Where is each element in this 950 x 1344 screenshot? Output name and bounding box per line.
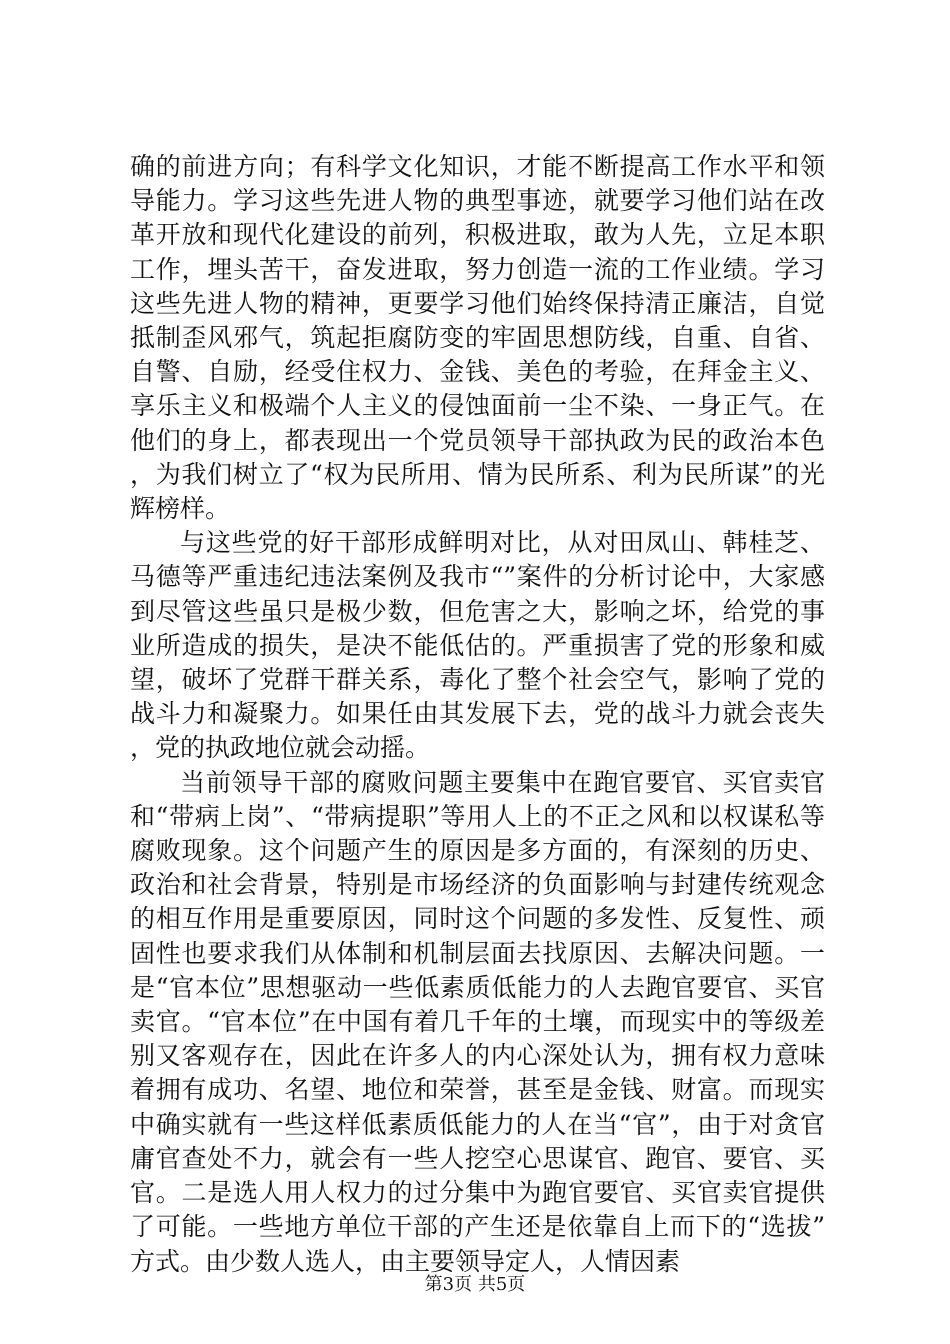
page-number-footer: 第3页 共5页 — [424, 1274, 526, 1295]
paragraph-continued: 确的前进方向；有科学文化知识，才能不断提高工作水平和领导能力。学习这些先进人物的典型事迹，就要学习他们站在改革开放和现代化建设的前列，积极进取，敢为人先，立足本职工作，埋头苦干，奋发进取，努力创造一流的工作业绩。学习这些先进人物的精神，更要学习他们始终保持清正廉洁，自觉抵制歪风邪气，筑起拒腐防变的牢固思想防线，自重、自省、自警、自励，经受住权力、金钱、美色的考验，在拜金主义、享乐主义和极端个人主义的侵蚀面前一尘不染、一身正气。在他们的身上，都表现出一个党员领导干部执政为民的政治本色，为我们树立了“权为民所用、情为民所系、利为民所谋”的光辉榜样。 — [130, 152, 825, 524]
paragraph-contrast: 与这些党的好干部形成鲜明对比，从对田凤山、韩桂芝、马德等严重违纪违法案例及我市“”案件的分析讨论中，大家感到尽管这些虽只是极少数，但危害之大，影响之坏，给党的事业所造成的损失，是决不能低估的。严重损害了党的形象和威望，破坏了党群干群关系，毒化了整个社会空气，影响了党的战斗力和凝聚力。如果任由其发展下去，党的战斗力就会丧失，党的执政地位就会动摇。 — [130, 528, 825, 763]
paragraph-corruption-causes: 当前领导干部的腐败问题主要集中在跑官要官、买官卖官和“带病上岗”、“带病提职”等用人上的不正之风和以权谋私等腐败现象。这个问题产生的原因是多方面的，有深刻的历史、政治和社会背景，特别是市场经济的负面影响与封建传统观念的相互作用是重要原因，同时这个问题的多发性、反复性、顽固性也要求我们从体制和机制层面去找原因、去解决问题。一是“官本位”思想驱动一些低素质低能力的人去跑官要官、买官卖官。“官本位”在中国有着几千年的土壤，而现实中的等级差别又客观存在，因此在许多人的内心深处认为，拥有权力意味着拥有成功、名望、地位和荣誉，甚至是金钱、财富。而现实中确实就有一些这样低素质低能力的人在当“官”，由于对贪官庸官查处不力，就会有一些人挖空心思谋官、跑官、要官、买官。二是选人用人权力的过分集中为跑官要官、买官卖官提供了可能。一些地方单位干部的产生还是依靠自上而下的“选拔”方式。由少数人选人，由主要领导定人，人情因素 — [130, 767, 825, 1276]
body-text — [130, 150, 825, 1279]
